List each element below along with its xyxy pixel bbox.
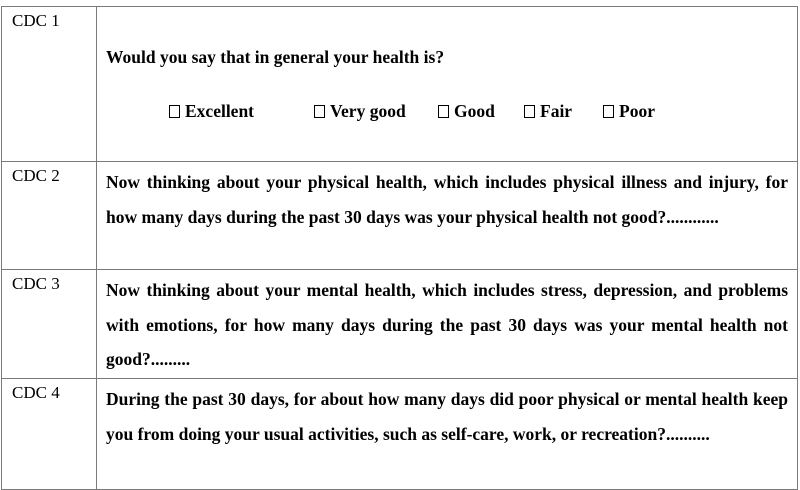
table-row: [2, 7, 798, 162]
cdc-questionnaire-table: [1, 6, 798, 490]
option-label: Poor: [619, 101, 655, 121]
option-label: Excellent: [185, 101, 255, 121]
checkbox-icon[interactable]: [524, 105, 535, 118]
option-very-good[interactable]: [314, 99, 438, 123]
question-cell: [97, 162, 798, 270]
question-cell: [97, 379, 798, 490]
checkbox-icon[interactable]: [603, 105, 614, 118]
question-cell: [97, 270, 798, 379]
row-code: CDC 4: [2, 379, 97, 490]
question-text: Now thinking about your physical health, which includes physical illness and injury, for how many days during the past 30 days was your physical health not good?............: [106, 172, 788, 227]
option-label: Fair: [540, 101, 573, 121]
option-poor[interactable]: [603, 99, 673, 123]
table-row: [2, 270, 798, 379]
row-code: CDC 3: [2, 270, 97, 379]
checkbox-icon[interactable]: [314, 105, 325, 118]
checkbox-icon[interactable]: [169, 105, 180, 118]
question-text: Now thinking about your mental health, which includes stress, depression, and problems with emotions, for how many days during the past 30 days was your mental health not good?.........: [106, 280, 788, 369]
row-code: CDC 2: [2, 162, 97, 270]
question-text: During the past 30 days, for about how many days did poor physical or mental health keep you from doing your usual activities, such as self-care, work, or recreation?..........: [106, 389, 788, 444]
question-cell: [97, 7, 798, 162]
table-row: [2, 162, 798, 270]
option-fair[interactable]: [524, 99, 603, 123]
question-text: Would you say that in general your health is?: [106, 47, 445, 67]
row-code: CDC 1: [2, 7, 97, 162]
checkbox-icon[interactable]: [438, 105, 449, 118]
option-label: Very good: [330, 101, 406, 121]
option-label: Good: [454, 101, 495, 121]
table-row: [2, 379, 798, 490]
option-excellent[interactable]: [169, 99, 314, 123]
option-good[interactable]: [438, 99, 524, 123]
answer-options: [169, 99, 788, 123]
